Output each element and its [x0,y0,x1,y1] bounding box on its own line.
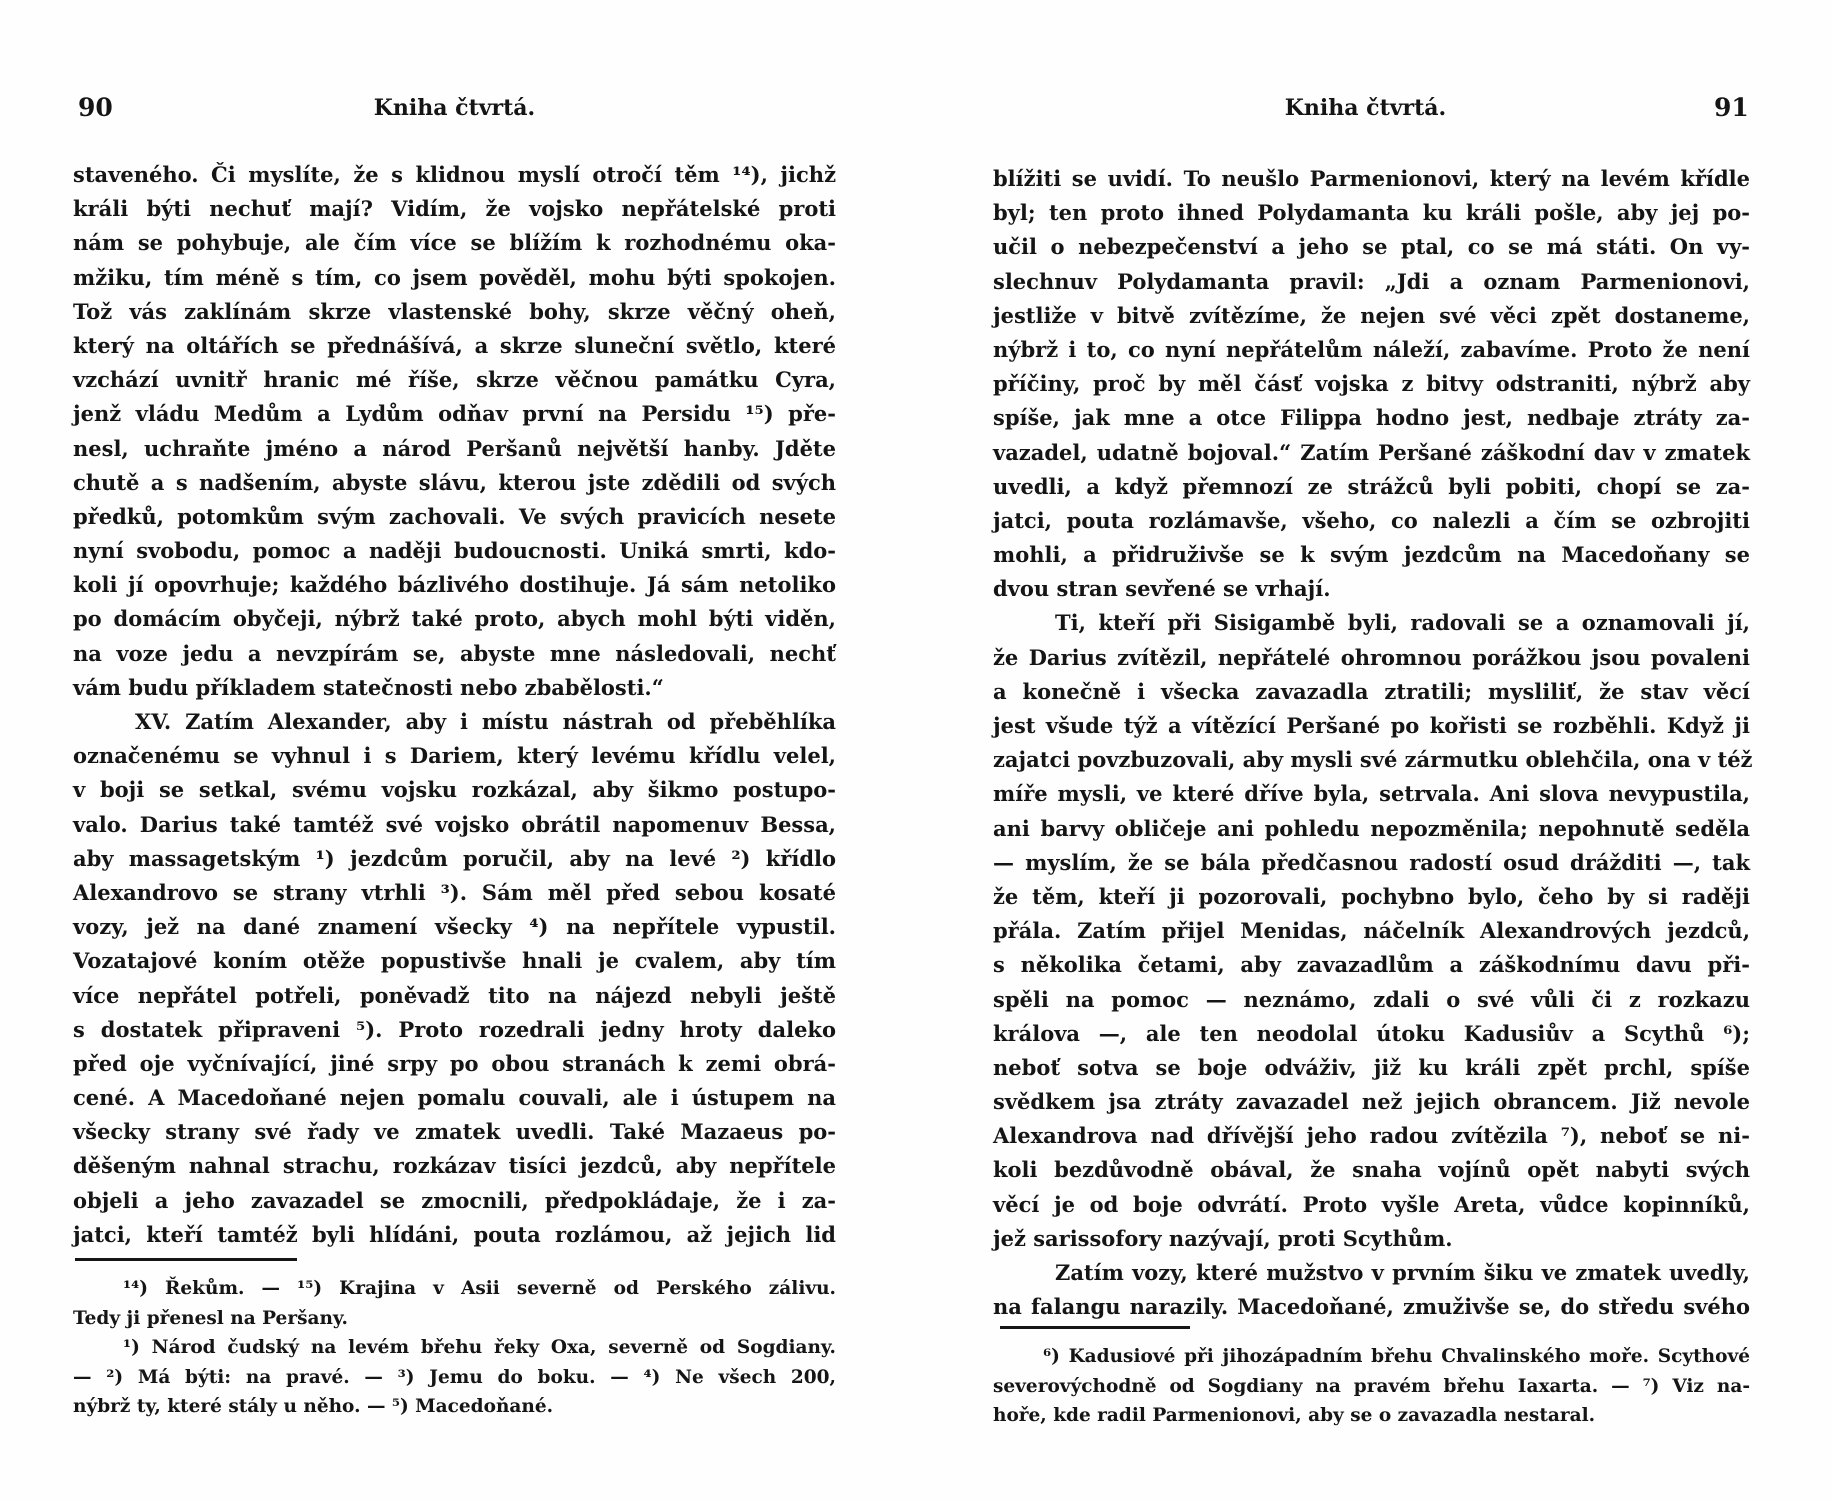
text-line: slechnuv Polydamanta pravil: „Jdi a oznam Parmenionovi, [993,268,1750,294]
text-line: ¹⁴) Řekům. — ¹⁵) Krajina v Asii severně od Perského zálivu. [123,1278,836,1299]
text-line: před oje vyčnívající, jiné srpy po obou stranách k zemi obrá- [73,1050,836,1076]
text-line: více nepřátel potřeli, poněvadž tito na nájezd nebyli ještě [73,982,836,1008]
text-line: a konečně i všecka zavazadla ztratili; mysliliť, že stav věcí [993,678,1750,704]
text-line: Tož vás zaklínám skrze vlastenské bohy, skrze věčný oheň, [73,298,836,324]
text-line: neboť sotva se boje odváživ, již ku králi zpět prchl, spíše [993,1054,1750,1080]
text-line: nýbrž i to, co nyní nepřátelům náleží, zabavíme. Proto že není [993,336,1750,362]
text-line: Alexandrova nad dřívější jeho radou zvítězila ⁷), neboť se ni- [993,1123,1750,1149]
text-line: označenému se vyhnul i s Dariem, který levému křídlu velel, [73,743,836,769]
text-line: uvedli, a když přemnozí ze strážců byli pobiti, chopí se za- [993,473,1750,499]
footnote-rule-right [1000,1326,1190,1329]
text-line: na falangu narazily. Macedoňané, zmuživše se, do středu svého [993,1294,1750,1320]
text-line: ani barvy obličeje ani pohledu nepozměnila; nepohnutě seděla [993,815,1750,841]
text-line: Tedy ji přenesl na Peršany. [73,1307,348,1329]
footnote-rule-left [75,1258,297,1261]
text-line: staveného. Či myslíte, že s klidnou myslí otročí těm ¹⁴), jichž [73,162,836,187]
text-line: ⁶) Kadusiové při jihozápadním břehu Chvalinského moře. Scythové [1043,1346,1750,1367]
text-line: severovýchodně od Sogdiany na pravém břehu Iaxarta. — ⁷) Viz na- [993,1375,1750,1397]
text-line: jatci, kteří tamtéž byli hlídáni, pouta rozlámou, až jejich lid [73,1221,836,1247]
text-line: přála. Zatím přijel Menidas, náčelník Alexandrových jezdců, [993,918,1750,944]
text-line: valo. Darius také tamtéž své vojsko obrátil napomenuv Bessa, [73,811,836,837]
text-line: zajatci povzbuzovali, aby mysli své zármutku oblehčila, ona v též [993,747,1753,773]
text-line: králi býti nechuť mají? Vidím, že vojsko nepřátelské proti [73,196,836,222]
text-line: spíše, jak mne a otce Filippa hodno jest, nedbaje ztráty za- [993,405,1750,431]
text-line: svědkem jsa ztráty zavazadel než jejich obrancem. Již nevole [993,1089,1750,1115]
page-number-left: 90 [78,93,113,122]
text-line: míře mysli, ve které dříve byla, setrvala. Ani slova nevypustila, [993,781,1750,807]
text-line: objeli a jeho zavazadel se zmocnili, předpokládaje, že i za- [73,1187,836,1213]
text-line: koli bezdůvodně obával, že snaha vojínů opět nabyti svých [993,1157,1750,1183]
running-title-right: Kniha čtvrtá. [1284,95,1447,121]
text-line: králova —, ale ten neodolal útoku Kadusiův a Scythů ⁶); [993,1020,1750,1046]
text-line: s několika četami, aby zavazadlům a záškodnímu davu při- [993,952,1750,978]
text-line: koli jí opovrhuje; každého bázlivého dostihuje. Já sám netoliko [73,572,836,598]
text-line: nyní svobodu, pomoc a naději budoucnosti. Uniká smrti, kdo- [73,538,836,564]
text-line: byl; ten proto ihned Polydamanta ku králi pošle, aby jej po- [993,200,1750,226]
text-line: všecky strany své řady ve zmatek uvedli. Také Mazaeus po- [73,1119,836,1145]
text-line: v boji se setkal, svému vojsku rozkázal, aby šikmo postupo- [73,777,836,803]
text-line: vazadel, udatně bojoval.“ Zatím Peršané záškodní dav v zmatek [993,439,1750,465]
body-text-left [73,158,836,1252]
text-line: nám se pohybuje, ale čím více se blížím k rozhodnému oka- [73,230,836,256]
text-line: jatci, pouta rozlámavše, všeho, co nalezli a čím se ozbrojiti [993,507,1750,533]
text-line: mohli, a přidruživše se k svým jezdcům na Macedoňany se [993,542,1750,568]
text-line: po domácím obyčeji, nýbrž také proto, abych mohl býti viděn, [73,606,836,632]
text-line: děšeným nahnal strachu, rozkázav tisíci jezdců, aby nepřítele [73,1153,836,1179]
text-line: vzchází uvnitř hranic mé říše, skrze věčnou památku Cyra, [73,367,836,393]
text-line: jenž vládu Medům a Lydům odňav první na Persidu ¹⁵) pře- [73,401,836,427]
text-line: jest všude týž a vítězící Peršané po kořisti se rozběhli. Když ji [993,713,1750,738]
text-line: jestliže v bitvě zvítězíme, že nejen své věci zpět dostaneme, [993,302,1750,328]
text-line: nesl, uchraňte jméno a národ Peršanů největší hanby. Jděte [73,435,836,461]
text-line: chutě a s nadšením, abyste slávu, kterou jste zdědili od svých [73,469,836,495]
text-line: Zatím vozy, které mužstvo v prvním šiku ve zmatek uvedly, [1055,1260,1750,1285]
text-line: příčiny, proč by měl čásť vojska z bitvy odstraniti, nýbrž aby [993,371,1750,397]
running-title-left: Kniha čtvrtá. [373,95,536,121]
text-line: dvou stran sevřené se vrhají. [993,576,1331,602]
text-line: předků, potomkům svým zachovali. Ve svých pravicích nesete [73,503,836,529]
text-line: ¹) Národ čudský na levém břehu řeky Oxa, severně od Sogdiany. [123,1337,836,1359]
body-text-right [993,162,1753,1324]
text-line: nýbrž ty, které stály u něho. — ⁵) Macedoňané. [73,1396,554,1418]
text-line: Vozatajové koním otěže popustivše hnali je cvalem, aby tím [73,948,836,974]
text-line: na voze jedu a nevzpírám se, abyste mne následovali, nechť [73,640,836,666]
text-line: Ti, kteří při Sisigambě byli, radovali se a oznamovali jí, [1055,610,1750,636]
text-line: s dostatek připraveni ⁵). Proto rozedrali jedny hroty daleko [73,1016,836,1042]
text-line: Alexandrovo se strany vtrhli ³). Sám měl před sebou kosaté [73,879,836,905]
page-number-right: 91 [1714,93,1749,122]
text-line: mžiku, tím méně s tím, co jsem pověděl, mohu býti spokojen. [73,264,836,290]
text-line: že Darius zvítězil, nepřátelé ohromnou porážkou jsou povaleni [993,644,1750,670]
text-line: hoře, kde radil Parmenionovi, aby se o zavazadla nestaral. [993,1405,1596,1427]
text-line: XV. Zatím Alexander, aby i místu nástrah od přeběhlíka [135,709,836,734]
text-line: — ²) Má býti: na pravé. — ³) Jemu do boku. — ⁴) Ne všech 200, [73,1366,836,1388]
text-line: učil o nebezpečenství a jeho se ptal, co se má státi. On vy- [993,234,1750,260]
text-line: vozy, jež na dané znamení všecky ⁴) na nepřítele vypustil. [73,914,836,940]
text-line: že těm, kteří ji pozorovali, pochybno bylo, čeho by si raději [993,883,1750,909]
footnotes-right [993,1342,1750,1431]
text-line: který na oltářích se přednášívá, a skrze sluneční světlo, které [73,332,836,358]
text-line: aby massagetským ¹) jezdcům poručil, aby na levé ²) křídlo [73,845,836,871]
text-line: vám budu příkladem statečnosti nebo zbabělosti.“ [73,674,664,700]
text-line: blížiti se uvidí. To neušlo Parmenionovi, který na levém křídle [993,166,1750,191]
text-line: spěli na pomoc — neznámo, zdali o své vůli či z rozkazu [993,986,1750,1012]
footnotes-left [73,1274,836,1422]
text-line: cené. A Macedoňané nejen pomalu couvali, ale i ústupem na [73,1085,836,1111]
text-line: — myslím, že se bála předčasnou radostí osud drážditi —, tak [993,849,1750,875]
text-line: věcí je od boje odvrátí. Proto vyšle Areta, vůdce kopinníků, [993,1191,1750,1217]
text-line: jež sarissofory nazývají, proti Scythům. [993,1225,1453,1251]
